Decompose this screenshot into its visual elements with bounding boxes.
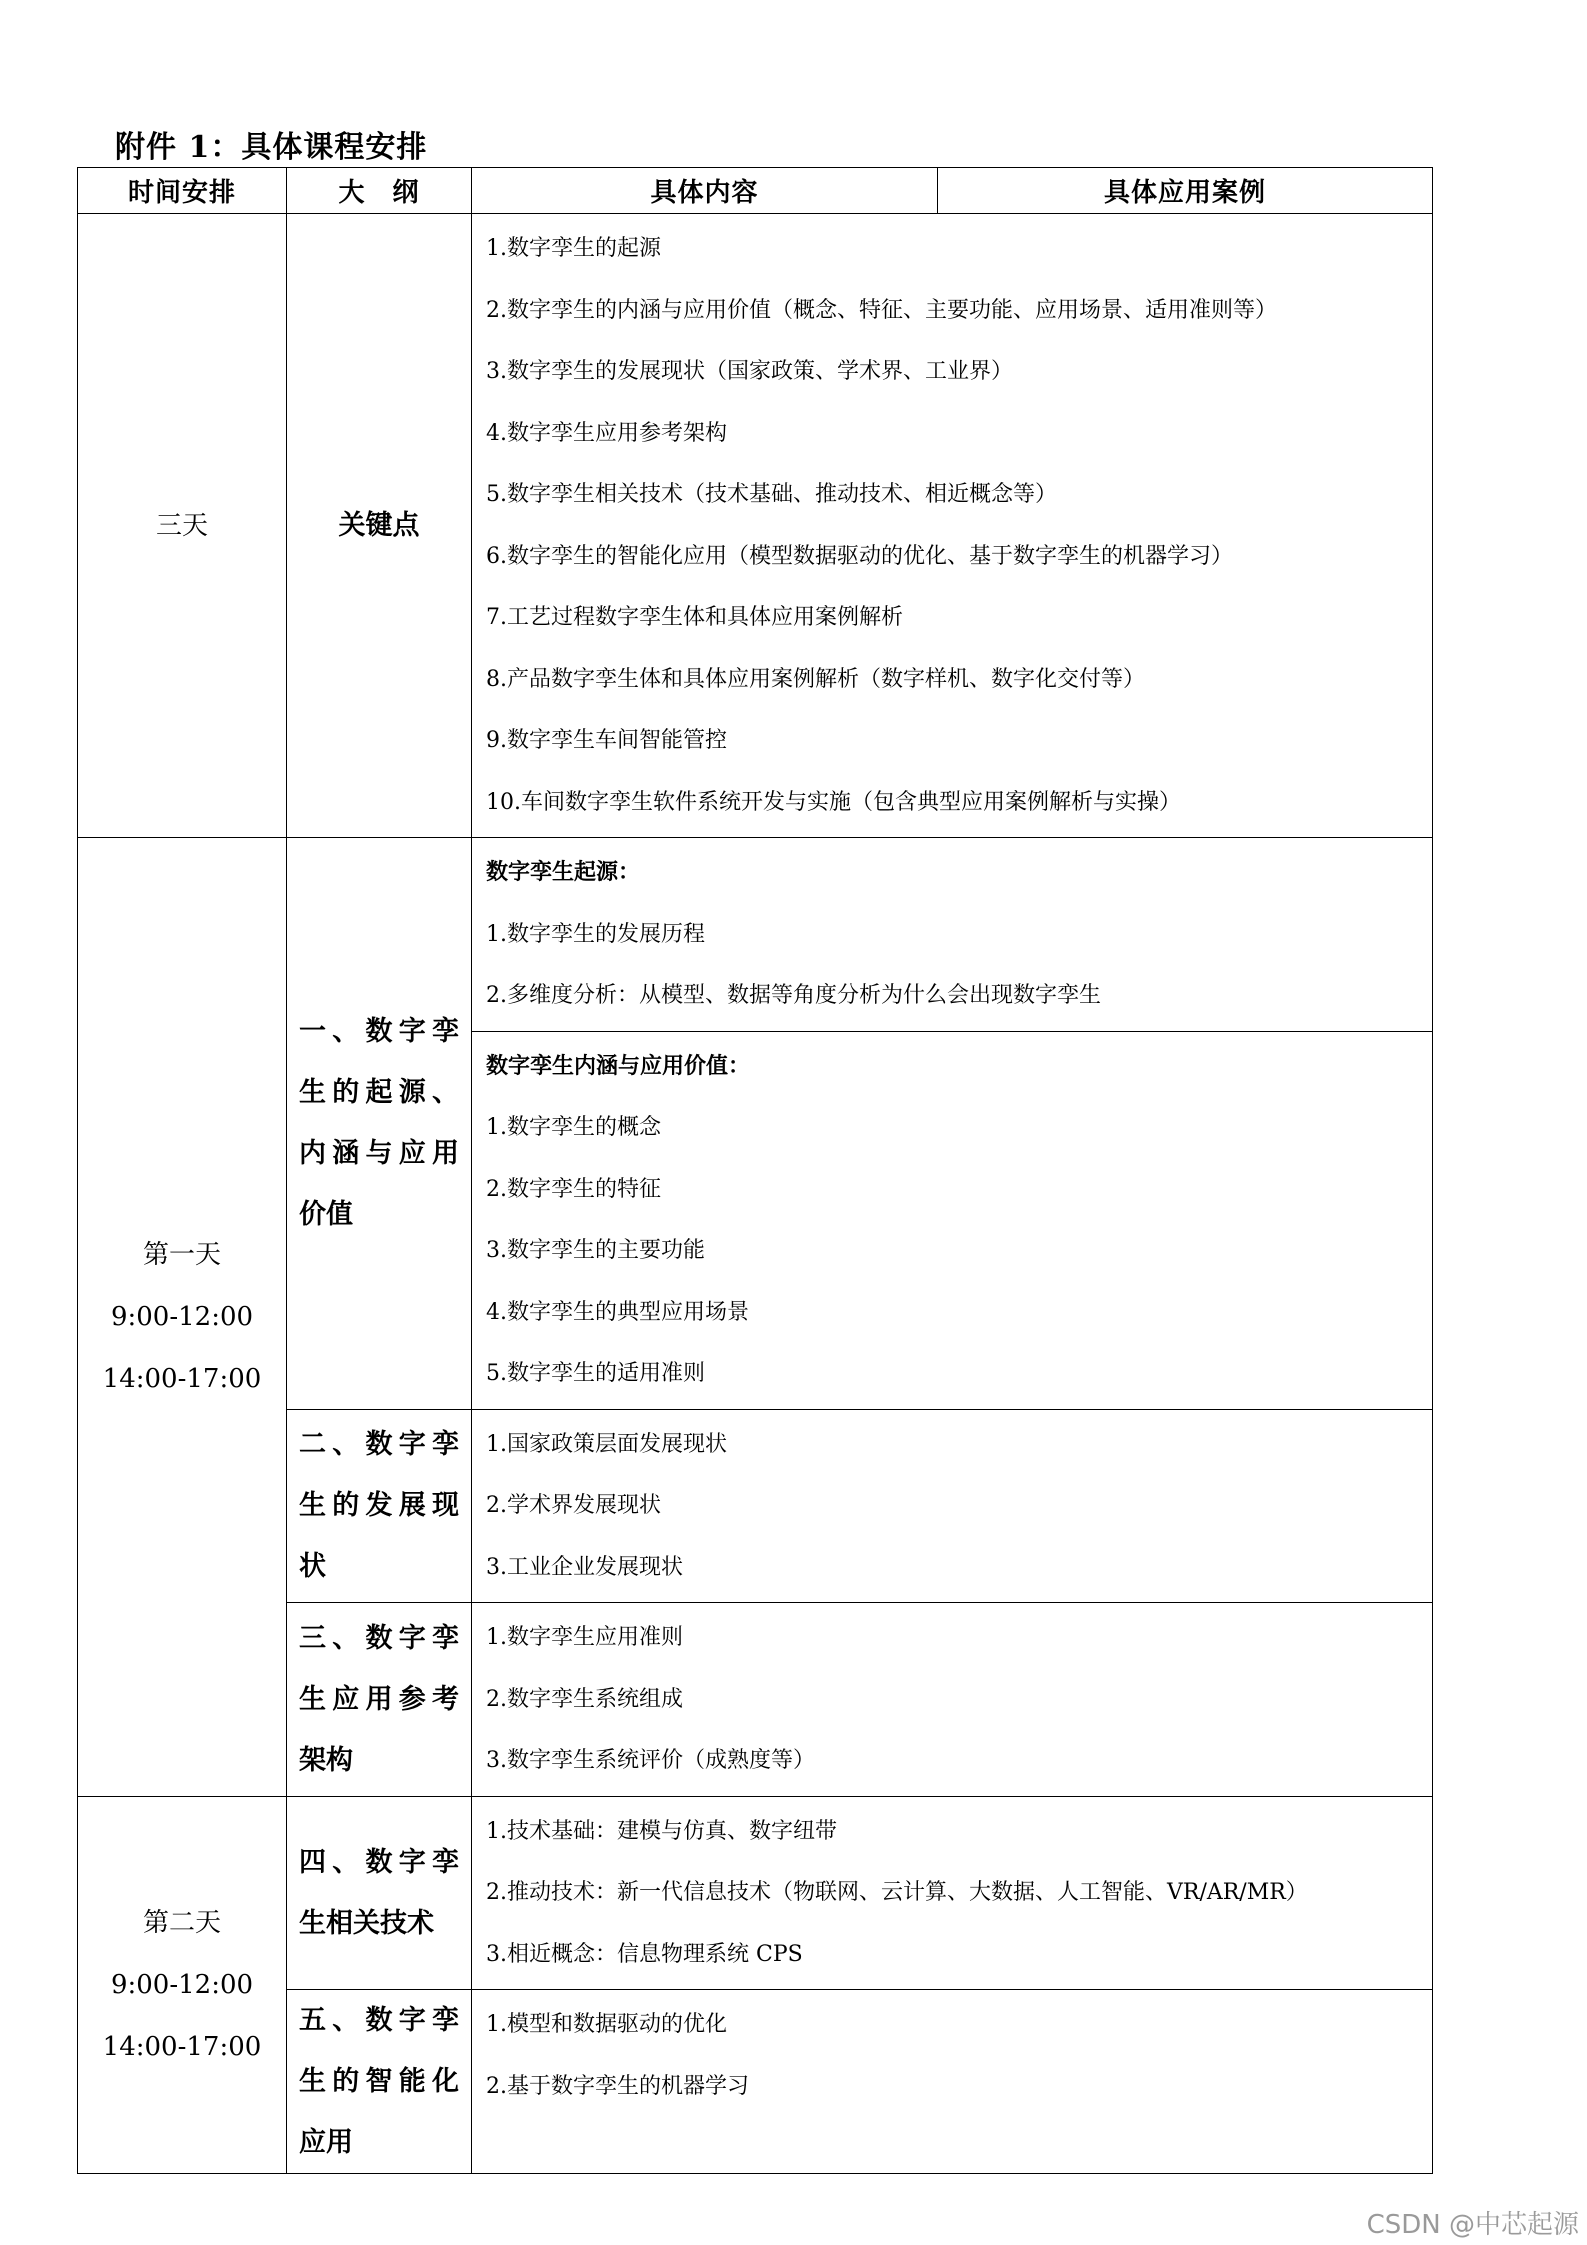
course-schedule-table [77,167,1433,2174]
day1-pm: 14:00-17:00 [102,1363,262,1394]
list-item: 2.数字孪生系统组成 [486,1686,683,1712]
day1-section2-outline: 二、数字孪生的发展现状 [287,1409,472,1603]
list-item: 3.相近概念：信息物理系统 CPS [486,1941,803,1967]
list-item: 10.车间数字孪生软件系统开发与实施（包含典型应用案例解析与实操） [486,789,1181,815]
list-item: 7.工艺过程数字孪生体和具体应用案例解析 [486,605,903,630]
day2-time [78,1796,287,2174]
watermark: CSDN @中芯起源 [1366,2210,1579,2240]
table-row [78,838,1433,1032]
list-item: 4.数字孪生的典型应用场景 [486,1299,749,1325]
list-item: 1.数字孪生的起源 [486,236,661,261]
list-item: 1.数字孪生的概念 [486,1115,661,1140]
header-cases: 具体应用案例 [938,168,1433,214]
list-item: 1.技术基础：建模与仿真、数字纽带 [486,1818,837,1844]
day2-label: 第二天 [142,1907,221,1938]
table-row [78,1796,1433,1990]
list-item: 2.学术界发展现状 [486,1493,661,1518]
day2-am: 9:00-12:00 [110,1969,254,2000]
day1-section3-content [472,1603,1433,1797]
day1-section2-content [472,1409,1433,1603]
header-time: 时间安排 [78,168,287,214]
day2-section2-outline: 五、数字孪生的智能化应用 [287,1990,472,2174]
header-content: 具体内容 [472,168,938,214]
list-item: 5.数字孪生相关技术（技术基础、推动技术、相近概念等） [486,482,1057,507]
day2-section1-content [472,1796,1433,1990]
block-heading: 数字孪生内涵与应用价值： [486,1052,751,1079]
list-item: 8.产品数字孪生体和具体应用案例解析（数字样机、数字化交付等） [486,666,1145,692]
header-outline: 大 纲 [287,168,472,214]
day1-section1-outline: 一、数字孪生的起源、内涵与应用价值 [287,838,472,1410]
day2-pm: 14:00-17:00 [102,2031,262,2062]
list-item: 1.数字孪生应用准则 [486,1625,683,1650]
overview-time: 三天 [78,214,287,838]
list-item: 3.工业企业发展现状 [486,1554,683,1580]
day1-time [78,838,287,1797]
block-heading: 数字孪生起源： [486,859,641,885]
list-item: 2.基于数字孪生的机器学习 [486,2073,749,2099]
day1-section3-outline: 三、数字孪生应用参考架构 [287,1603,472,1797]
list-item: 3.数字孪生系统评价（成熟度等） [486,1748,815,1773]
list-item: 1.国家政策层面发展现状 [486,1431,727,1457]
list-item: 1.数字孪生的发展历程 [486,921,705,947]
list-item: 4.数字孪生应用参考架构 [486,420,727,446]
day2-section2-content [472,1990,1433,2174]
list-item: 3.数字孪生的主要功能 [486,1238,705,1263]
overview-outline: 关键点 [287,214,472,838]
list-item: 2.数字孪生的内涵与应用价值（概念、特征、主要功能、应用场景、适用准则等） [486,297,1277,323]
table-header-row [78,168,1433,214]
list-item: 2.多维度分析：从模型、数据等角度分析为什么会出现数字孪生 [486,983,1101,1008]
day1-label: 第一天 [142,1239,221,1270]
day1-am: 9:00-12:00 [110,1301,254,1332]
table-row [78,214,1433,838]
day1-section1-block1 [472,838,1433,1032]
list-item: 6.数字孪生的智能化应用（模型数据驱动的优化、基于数字孪生的机器学习） [486,543,1233,569]
list-item: 3.数字孪生的发展现状（国家政策、学术界、工业界） [486,359,1013,384]
list-item: 9.数字孪生车间智能管控 [486,728,727,753]
list-item: 2.推动技术：新一代信息技术（物联网、云计算、大数据、人工智能、VR/AR/MR） [486,1880,1308,1905]
day1-section1-block2 [472,1031,1433,1409]
day2-section1-outline: 四、数字孪生相关技术 [287,1796,472,1990]
list-item: 1.模型和数据驱动的优化 [486,2012,727,2037]
page-title: 附件 1：具体课程安排 [115,130,428,165]
list-item: 2.数字孪生的特征 [486,1176,661,1202]
list-item: 5.数字孪生的适用准则 [486,1361,705,1386]
overview-content [472,214,1433,838]
